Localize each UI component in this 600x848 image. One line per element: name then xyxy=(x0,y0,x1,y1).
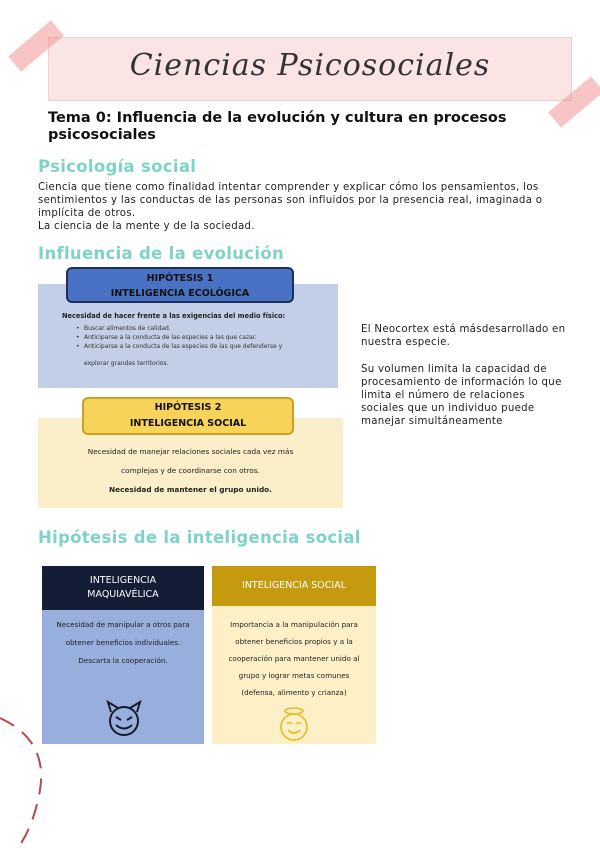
neocortex-note: Su volumen limita la capacidad de xyxy=(361,364,547,375)
hypothesis-1-header xyxy=(66,267,294,303)
machiavellian-card-header xyxy=(42,566,204,610)
social-intelligence-line: grupo y lograr metas comunes xyxy=(238,671,350,680)
devil-face-icon xyxy=(105,700,143,738)
machiavellian-card xyxy=(42,566,204,744)
social-intelligence-line: obtener beneficios propios y a la xyxy=(235,637,353,646)
machiavellian-line: Necesidad de manipular a otros para xyxy=(56,620,190,629)
machiavellian-title: INTELIGENCIA xyxy=(89,575,157,586)
hypothesis-1-title: HIPÓTESIS 1 xyxy=(146,273,214,284)
hypothesis-2-line: Necesidad de manejar relaciones sociales cada vez más xyxy=(87,447,294,456)
page-title: Ciencias Psicosociales xyxy=(129,48,491,83)
machiavellian-line: Descarta la cooperación. xyxy=(78,656,168,665)
social-intelligence-line: (defensa, alimento y crianza) xyxy=(241,688,347,697)
neocortex-note: nuestra especie. xyxy=(361,337,451,348)
section-heading-social: Hipótesis de la inteligencia social xyxy=(38,528,361,547)
section-heading-psicologia: Psicología social xyxy=(38,157,197,176)
topic-heading: Tema 0: Influencia de la evolución y cultura en procesos psicosociales xyxy=(48,110,507,143)
social-intelligence-line: Importancia a la manipulación para xyxy=(230,620,358,629)
hypothesis-2-header xyxy=(82,397,294,435)
social-intelligence-card xyxy=(212,566,376,744)
social-intelligence-line: cooperación para mantener unido al xyxy=(228,654,360,663)
list-item-continued: explorar grandes territorios. xyxy=(84,360,169,367)
dashed-arc-decoration xyxy=(0,700,60,848)
neocortex-note: procesamiento de información lo que xyxy=(361,377,562,388)
hypothesis-2-line: complejas y de coordinarse con otros. xyxy=(121,466,260,475)
psicologia-line: Ciencia que tiene como finalidad intentar comprender y explicar cómo los pensamientos, los xyxy=(38,182,539,193)
neocortex-note: El Neocortex está másdesarrollado en xyxy=(361,324,566,335)
hypothesis-2-line: Necesidad de mantener el grupo unido. xyxy=(109,485,272,494)
list-item: • Anticiparse a la conducta de las especies a las que cazar. xyxy=(76,333,336,342)
neocortex-note: sociales que un individuo puede xyxy=(361,403,535,414)
section-heading-evolucion: Influencia de la evolución xyxy=(38,244,285,263)
hypothesis-1-subtitle: INTELIGENCIA ECOLÓGICA xyxy=(110,288,250,299)
psicologia-line: implícita de otros. xyxy=(38,208,136,219)
list-item: • Buscar alimentos de calidad. xyxy=(76,324,336,333)
hypothesis-2-subtitle: INTELIGENCIA SOCIAL xyxy=(129,418,247,429)
hypothesis-1-list xyxy=(76,324,336,351)
list-item: • Anticiparse a la conducta de las especies de las que defenderse y xyxy=(76,342,336,351)
neocortex-note: manejar simultáneamente xyxy=(361,416,503,427)
machiavellian-line: obtener beneficios individuales. xyxy=(65,638,181,647)
psicologia-line: sentimientos y las conductas de las personas son influidos por la presencia real, imaginada o xyxy=(38,195,543,206)
hypothesis-2-title: HIPÓTESIS 2 xyxy=(154,402,222,413)
title-banner xyxy=(48,37,572,101)
neocortex-note: limita el número de relaciones xyxy=(361,390,525,401)
psicologia-line: La ciencia de la mente y de la sociedad. xyxy=(38,221,255,232)
social-intelligence-title: INTELIGENCIA SOCIAL xyxy=(212,566,376,606)
angel-face-icon xyxy=(276,706,312,742)
machiavellian-title: MAQUIAVÉLICA xyxy=(87,589,159,600)
hypothesis-1-intro: Necesidad de hacer frente a las exigencias del medio físico: xyxy=(62,312,286,320)
